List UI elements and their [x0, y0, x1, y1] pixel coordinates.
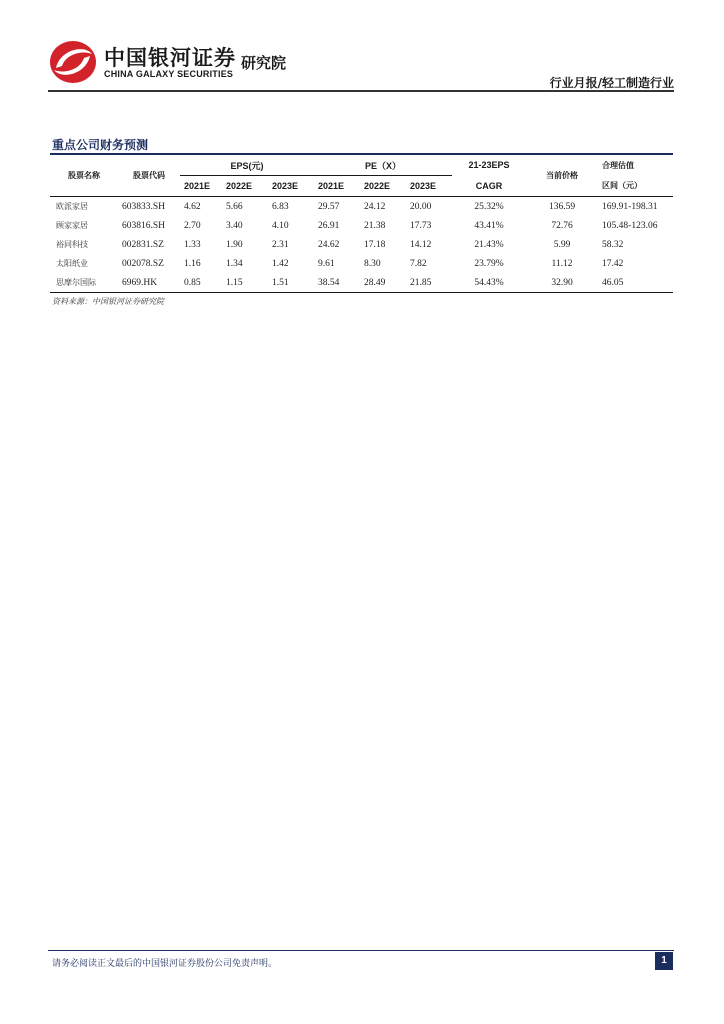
disclaimer-text: 请务必阅读正文最后的中国银河证券股份公司免责声明。: [52, 959, 278, 969]
pe-2022e: 8.30: [364, 258, 381, 269]
pe-2021e: 38.54: [318, 277, 340, 288]
header-current-price: 当前价格: [526, 154, 598, 197]
pe-2022e: 17.18: [364, 239, 386, 250]
institute-name: 研究院: [241, 54, 287, 72]
current-price: 32.90: [551, 277, 573, 288]
valuation-range: 46.05: [602, 277, 624, 288]
pe-2021e: 29.57: [318, 201, 340, 212]
pe-2023e: 21.85: [410, 277, 432, 288]
logo-chinese-name: 中国银河证券: [104, 46, 236, 70]
current-price: 72.76: [551, 220, 573, 231]
eps-2022e: 1.90: [226, 239, 243, 250]
header-stock-name: 股票名称: [50, 154, 118, 197]
header-cagr-line1: 21-23EPS: [468, 160, 510, 171]
header-pe-2021e: 2021E: [314, 176, 360, 197]
footer-divider: [48, 950, 674, 951]
page-number: 1: [655, 952, 673, 970]
eps-2022e: 1.15: [226, 277, 243, 288]
eps-2022e: 1.34: [226, 258, 243, 269]
financial-forecast-table: [50, 153, 673, 293]
valuation-range: 17.42: [602, 258, 624, 269]
header-eps-2022e: 2022E: [222, 176, 268, 197]
source-note: 资料来源：中国银河证券研究院: [52, 297, 164, 306]
valuation-range: 105.48-123.06: [602, 220, 658, 231]
header-divider: [48, 90, 674, 92]
china-galaxy-logo-icon: [48, 38, 98, 86]
eps-2022e: 3.40: [226, 220, 243, 231]
eps-2021e: 1.16: [184, 258, 201, 269]
current-price: 11.12: [551, 258, 573, 269]
table-row: [50, 273, 673, 293]
stock-code: 002831.SZ: [122, 239, 164, 250]
pe-2022e: 21.38: [364, 220, 386, 231]
table-row: [50, 216, 673, 235]
stock-name: 欧派家居: [56, 202, 88, 211]
pe-2021e: 24.62: [318, 239, 340, 250]
header-pe-2023e: 2023E: [406, 176, 452, 197]
header-pe-2022e: 2022E: [360, 176, 406, 197]
pe-2021e: 9.61: [318, 258, 335, 269]
eps-2023e: 2.31: [272, 239, 289, 250]
eps-2023e: 1.51: [272, 277, 289, 288]
eps-2023e: 1.42: [272, 258, 289, 269]
stock-code: 6969.HK: [122, 277, 158, 288]
header-eps-group: EPS(元): [180, 154, 314, 176]
eps-2022e: 5.66: [226, 201, 243, 212]
valuation-range: 169.91-198.31: [602, 201, 658, 212]
table-row: [50, 197, 673, 217]
logo-english-name: CHINA GALAXY SECURITIES: [104, 69, 234, 79]
header-valuation-line2: 区间（元）: [598, 176, 673, 197]
table-row: [50, 235, 673, 254]
eps-cagr: 25.32%: [474, 201, 504, 212]
eps-cagr: 54.43%: [474, 277, 504, 288]
valuation-range: 58.32: [602, 239, 624, 250]
pe-2022e: 28.49: [364, 277, 386, 288]
stock-name: 裕同科技: [56, 240, 88, 249]
eps-2023e: 4.10: [272, 220, 289, 231]
pe-2023e: 17.73: [410, 220, 432, 231]
eps-2021e: 4.62: [184, 201, 201, 212]
header-cagr-line2: CAGR: [452, 176, 526, 197]
current-price: 136.59: [548, 201, 576, 212]
pe-2023e: 7.82: [410, 258, 427, 269]
stock-name: 顾家家居: [56, 221, 88, 230]
header-eps-2023e: 2023E: [268, 176, 314, 197]
current-price: 5.99: [553, 239, 571, 250]
header-pe-group: PE（X）: [314, 154, 452, 176]
table-row: [50, 254, 673, 273]
section-title: 重点公司财务预测: [52, 138, 149, 152]
header-stock-code: 股票代码: [118, 154, 180, 197]
stock-name: 太阳纸业: [56, 259, 88, 268]
pe-2023e: 20.00: [410, 201, 432, 212]
pe-2022e: 24.12: [364, 201, 386, 212]
eps-2021e: 0.85: [184, 277, 201, 288]
page-header: [48, 36, 674, 92]
stock-name: 思摩尔国际: [56, 278, 96, 287]
report-type: 行业月报/轻工制造行业: [549, 76, 674, 90]
eps-cagr: 23.79%: [474, 258, 504, 269]
header-eps-2021e: 2021E: [180, 176, 222, 197]
eps-cagr: 43.41%: [474, 220, 504, 231]
eps-cagr: 21.43%: [474, 239, 504, 250]
header-valuation-line1: 合理估值: [602, 160, 635, 170]
eps-2021e: 1.33: [184, 239, 201, 250]
pe-2021e: 26.91: [318, 220, 340, 231]
stock-code: 603816.SH: [122, 220, 166, 231]
stock-code: 002078.SZ: [122, 258, 164, 269]
eps-2023e: 6.83: [272, 201, 289, 212]
eps-2021e: 2.70: [184, 220, 201, 231]
pe-2023e: 14.12: [410, 239, 432, 250]
stock-code: 603833.SH: [122, 201, 166, 212]
